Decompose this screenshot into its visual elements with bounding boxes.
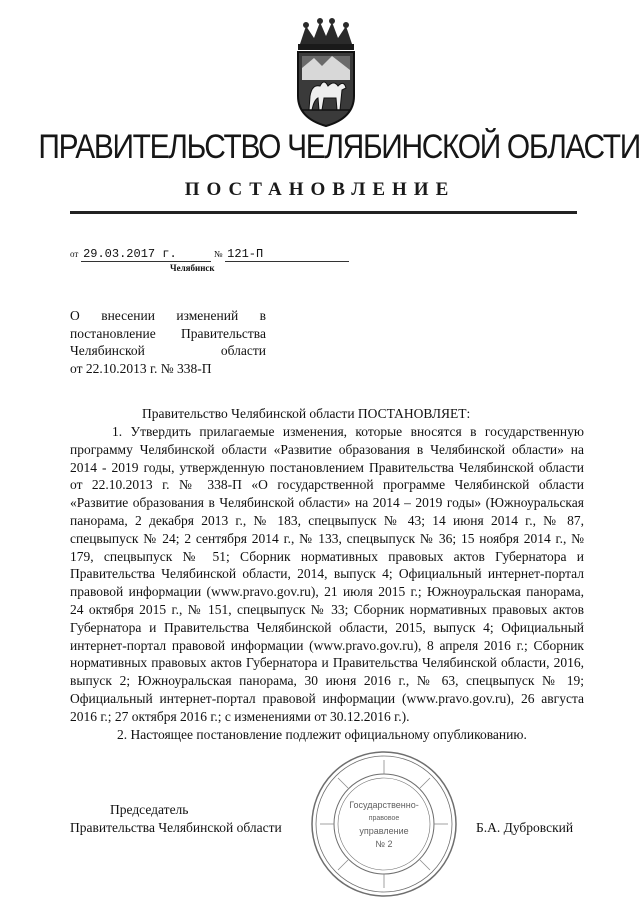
paragraph-1: 1. Утвердить прилагаемые изменения, которые вносятся в государственную программу Челябинской области «Развитие образования в Челябинской области» на 2014 - 2019 годы, утвержденную постановлением Правительства Челябинской области от 22.10.2013 г. № 338-П «О государственной программе Челябинской области «Развитие образования в Челябинской области» на 2014 – 2019 годы» (Южноуральская панорама, 2 декабря 2013 г., № 183, спецвыпуск № 43; 14 июня 2014 г., № 87, спецвыпуск № 24; 2 сентября 2014 г., № 133, спецвыпуск № 36; 15 ноября 2014 г., № 179, спецвыпуск № 51; Сборник нормативных правовых актов Губернатора и Правительства Челябинской области, 2014, выпуск 4; Официальный интернет-портал правовой информации (www.pravo.gov.ru), 21 июля 2015 г.; Южноуральская панорама, 24 октября 2015 г., № 151, спецвыпуск № 33; Сборник нормативных правовых актов Губернатора и Правительства Челябинской области, 2015, выпуск 4; Официальный интернет-портал правовой информации (www.pravo.gov.ru), 8 апреля 2016 г.; Сборник нормативных правовых актов Губернатора и Правительства Челябинской области, 2016, выпуск 2; Южноуральская панорама, 30 июня 2016 г., № 63, спецвыпуск № 19; Официальный интернет-портал правовой информации (www.pravo.gov.ru), 26 августа 2016 г.; 27 октября 2016 г.; с изменениями от 30.12.2016 г.). [70,424,584,724]
resolution-intro: Правительство Челябинской области ПОСТАНОВЛЯЕТ: [142,406,471,421]
document-date: 29.03.2017 г. [81,248,211,262]
number-label: № [213,249,223,259]
header-divider [70,211,577,214]
official-seal-icon [308,748,460,900]
subject-line: О внесении изменений в [70,308,266,323]
government-title: ПРАВИТЕЛЬСТВО ЧЕЛЯБИНСКОЙ ОБЛАСТИ [38,128,640,166]
signatory-title-line-1: Председатель [110,802,189,817]
paragraph-2: 2. Настоящее постановление подлежит официальному опубликованию. [117,726,527,742]
document-type: ПОСТАНОВЛЕНИЕ [184,179,456,200]
document-number: 121-П [225,248,349,262]
signatory-title-line-2: Правительства Челябинской области [70,820,282,835]
subject-line: от 22.10.2013 г. № 338-П [70,360,212,376]
registration-line [70,248,349,262]
subject-line: постановление Правительства [70,325,266,341]
seal-text-line: правовое [368,815,400,822]
resolution-body [70,423,584,743]
coat-of-arms-icon [288,18,364,130]
subject-block [70,307,266,377]
seal-text-line: № 2 [375,839,393,849]
seal-text-line: Государственно- [349,800,419,810]
seal-text-line: управление [359,826,409,836]
date-label: от [70,249,79,259]
city: Челябинск [170,263,215,273]
subject-line: Челябинской области [70,343,266,358]
signatory-name: Б.А. Дубровский [476,820,574,835]
